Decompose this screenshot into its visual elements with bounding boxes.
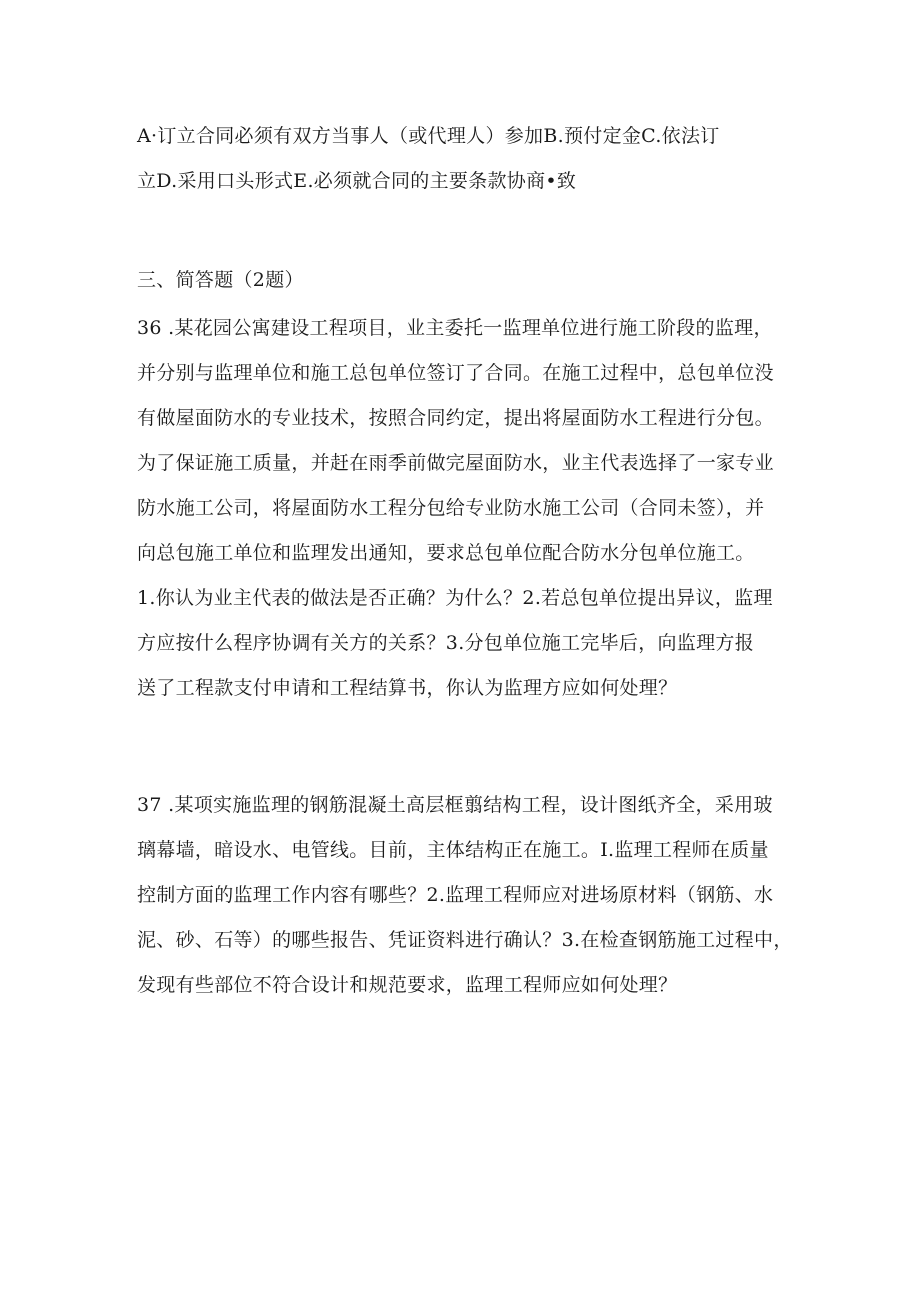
section-heading-text: 三、简答题（2题） [137,269,304,291]
options-line-2: 立D.采用口头形式E.必须就合同的主要条款协商•致 [137,170,577,192]
q36-line-6: 向总包施工单位和监理发出通知，要求总包单位配合防水分包单位施工。 [137,542,755,564]
question-36 [137,306,797,711]
q36-line-8: 方应按什么程序协调有关方的关系？3.分包单位施工完毕后，向监理方报 [137,632,755,654]
q36-line-3: 有做屋面防水的专业技术，按照合同约定，提出将屋面防水工程进行分包。 [137,407,774,429]
q36-line-1: 36 .某花园公寓建设工程项目，业主委托一监理单位进行施工阶段的监理， [137,317,773,339]
q36-line-5: 防水施工公司，将屋面防水工程分包给专业防水施工公司（合同未签），并 [137,497,765,519]
q37-line-4: 泥、砂、石等）的哪些报告、凭证资料进行确认？3.在检查钢筋施工过程中， [137,929,793,951]
q36-line-9: 送了工程款支付申请和工程结算书，你认为监理方应如何处理？ [137,677,678,699]
q36-line-2: 并分别与监理单位和施工总包单位签订了合同。在施工过程中，总包单位没 [137,362,774,384]
q37-line-2: 璃幕墙，暗设水、电管线。目前，主体结构正在施工。I.监理工程师在质量 [137,839,769,861]
q37-line-5: 发现有些部位不符合设计和规范要求，监理工程师应如何处理？ [137,974,678,996]
q36-line-4: 为了保证施工质量，并赶在雨季前做完屋面防水，业主代表选择了一家专业 [137,452,774,474]
q37-line-3: 控制方面的监理工作内容有哪些？2.监理工程师应对进场原材料（钢筋、水 [137,884,774,906]
section-heading [137,258,797,303]
q37-line-1: 37 .某项实施监理的钢筋混凝土高层框翦结构工程，设计图纸齐全，采用玻 [137,794,773,816]
options-line-1: A·订立合同必须有双方当事人（或代理人）参加B.预付定金C.依法订 [137,125,720,147]
question-37 [137,783,797,1008]
q36-line-7: 1.你认为业主代表的做法是否正确？为什么？2.若总包单位提出异议，监理 [137,587,773,609]
multiple-choice-options [137,114,797,204]
